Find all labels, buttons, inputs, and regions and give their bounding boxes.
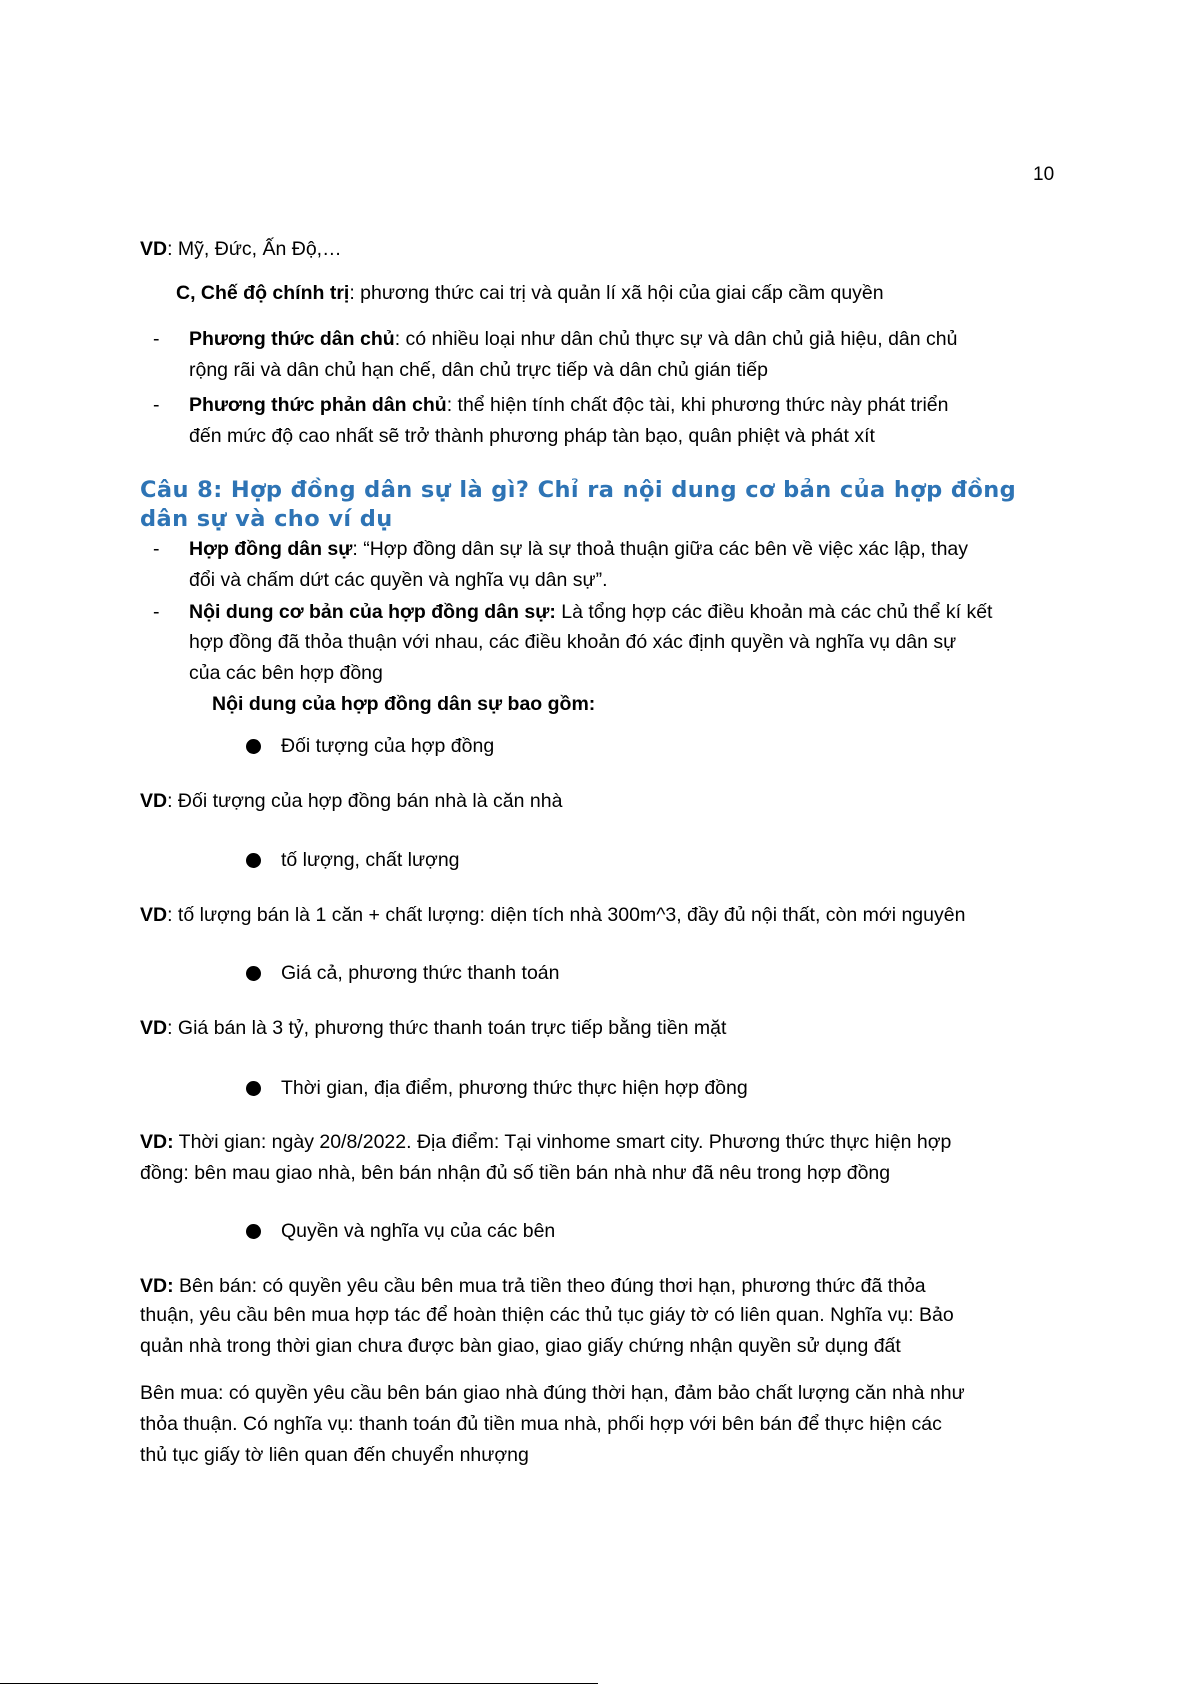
anti-democracy-method-line: Phương thức phản dân chủ: thể hiện tính chất độc tài, khi phương thức này phát triển — [189, 394, 949, 416]
contract-content: của các bên hợp đồng — [189, 662, 383, 684]
list-item: Quyền và nghĩa vụ của các bên — [281, 1220, 556, 1242]
example-line: VD: Thời gian: ngày 20/8/2022. Địa điểm: Tại vinhome smart city. Phương thức thực hiện hợp — [140, 1131, 952, 1153]
list-item: Giá cả, phương thức thanh toán — [281, 962, 560, 984]
example-line: VD: tố lượng bán là 1 căn + chất lượng: diện tích nhà 300m^3, đầy đủ nội thất, còn mới nguyên — [140, 904, 966, 926]
example-line: VD: Đối tượng của hợp đồng bán nhà là căn nhà — [140, 790, 563, 812]
list-item: Thời gian, địa điểm, phương thức thực hiện hợp đồng — [281, 1077, 748, 1099]
example-line: VD: Giá bán là 3 tỷ, phương thức thanh toán trực tiếp bằng tiền mặt — [140, 1017, 727, 1039]
dash-marker: - — [153, 394, 160, 416]
contract-content: hợp đồng đã thỏa thuận với nhau, các điều khoản đó xác định quyền và nghĩa vụ dân sự — [189, 631, 957, 653]
dash-marker: - — [153, 328, 160, 350]
page-number: 10 — [1033, 164, 1055, 185]
buyer-paragraph: thỏa thuận. Có nghĩa vụ: thanh toán đủ tiền mua nhà, phối hợp với bên bán để thực hiện các — [140, 1413, 942, 1435]
democracy-method-line: rộng rãi và dân chủ hạn chế, dân chủ trực tiếp và dân chủ gián tiếp — [189, 359, 768, 381]
buyer-paragraph: Bên mua: có quyền yêu cầu bên bán giao nhà đúng thời hạn, đảm bảo chất lượng căn nhà như — [140, 1382, 965, 1404]
bullet-icon — [246, 1224, 261, 1239]
list-item: Đối tượng của hợp đồng — [281, 735, 495, 757]
bullet-icon — [246, 1081, 261, 1096]
example-line: VD: Bên bán: có quyền yêu cầu bên mua trả tiền theo đúng thơi hạn, phương thức đã thỏa — [140, 1275, 926, 1297]
democracy-method-line: Phương thức dân chủ: có nhiều loại như dân chủ thực sự và dân chủ giả hiệu, dân chủ — [189, 328, 958, 350]
example-line: đồng: bên mau giao nhà, bên bán nhận đủ số tiền bán nhà như đã nêu trong hợp đồng — [140, 1162, 891, 1184]
question-heading: dân sự và cho ví dụ — [140, 506, 393, 532]
buyer-paragraph: thủ tục giấy tờ liên quan đến chuyển nhượng — [140, 1444, 529, 1466]
list-item: tố lượng, chất lượng — [281, 849, 460, 871]
bullet-icon — [246, 966, 261, 981]
dash-marker: - — [153, 601, 160, 623]
anti-democracy-method-line: đến mức độ cao nhất sẽ trở thành phương pháp tàn bạo, quân phiệt và phát xít — [189, 425, 875, 447]
example-line: quản nhà trong thời gian chưa được bàn giao, giao giấy chứng nhận quyền sử dụng đất — [140, 1335, 901, 1357]
question-heading: Câu 8: Hợp đồng dân sự là gì? Chỉ ra nội dung cơ bản của hợp đồng — [140, 477, 1017, 503]
example-line: VD: Mỹ, Đức, Ấn Độ,… — [140, 238, 342, 260]
bullet-icon — [246, 853, 261, 868]
contract-definition: đổi và chấm dứt các quyền và nghĩa vụ dân sự”. — [189, 569, 608, 591]
bullet-icon — [246, 739, 261, 754]
contract-content: Nội dung cơ bản của hợp đồng dân sự: Là tổng hợp các điều khoản mà các chủ thể kí kết — [189, 601, 993, 623]
subsection-c: C, Chế độ chính trị: phương thức cai trị và quản lí xã hội của giai cấp cầm quyền — [176, 282, 884, 304]
contract-definition: Hợp đồng dân sự: “Hợp đồng dân sự là sự thoả thuận giữa các bên về việc xác lập, thay — [189, 538, 969, 560]
dash-marker: - — [153, 538, 160, 560]
footnote-divider — [0, 1683, 598, 1684]
content-includes-heading: Nội dung của hợp đồng dân sự bao gồm: — [212, 693, 596, 715]
example-line: thuận, yêu cầu bên mua hợp tác để hoàn thiện các thủ tục giáy tờ có liên quan. Nghĩa vụ: Bảo — [140, 1304, 954, 1326]
